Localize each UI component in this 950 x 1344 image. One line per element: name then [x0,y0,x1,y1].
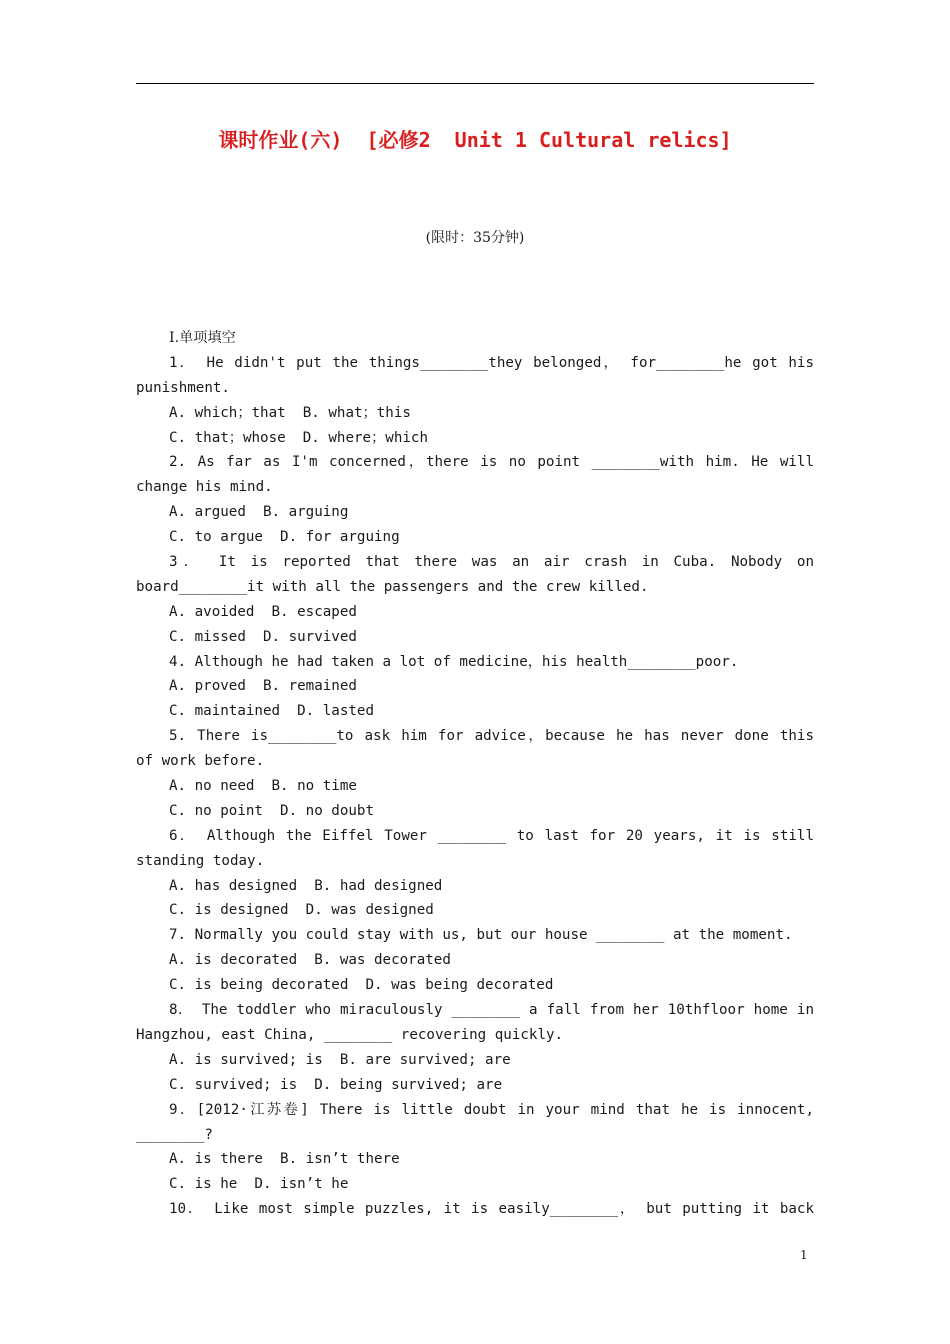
text-line: A. argued B. arguing [169,504,349,521]
text-line: A. is decorated B. was decorated [169,952,451,969]
text-line: board________it with all the passengers and the crew killed. [136,578,649,595]
text-line: 7. Normally you could stay with us, but our house ________ at the moment. [169,927,793,944]
text-line: 2. As far as I'm concerned，there is no point ________with him. He will [169,454,814,471]
time-limit: (限时：35分钟) [425,230,525,246]
text-line: C. is he D. isn’t he [169,1176,349,1193]
text-line: ________? [136,1126,213,1143]
text-line: C. that；whose D. where；which [169,429,428,446]
text-line: standing today. [136,852,265,869]
text-line: C. missed D. survived [169,628,357,645]
text-line: 4. Although he had taken a lot of medicine，his health________poor. [169,653,739,670]
header-rule [136,83,814,84]
page-title: 课时作业(六) [必修2 Unit 1 Cultural relics] [218,128,732,152]
text-line: A. no need B. no time [169,778,357,795]
text-line: 1． He didn't put the things________they belonged， for________he got his [169,354,814,371]
text-line: Hangzhou, east China, ________ recovering quickly. [136,1026,564,1043]
text-line: 10． Like most simple puzzles, it is easily________， but putting it back [169,1201,814,1218]
text-line: C. to argue D. for arguing [169,529,400,546]
text-line: A. is survived; is B. are survived; are [169,1051,511,1068]
text-line: A. is there B. isn’t there [169,1151,400,1168]
text-line: C. is designed D. was designed [169,902,434,919]
text-line: of work before. [136,753,265,770]
text-line: C. no point D. no doubt [169,802,374,819]
exercise-body [136,326,814,1222]
text-line: 8． The toddler who miraculously ________ a fall from her 10thfloor home in [169,1002,814,1019]
text-line: A. avoided B. escaped [169,603,357,620]
text-line: C. maintained D. lasted [169,703,374,720]
question-lines [136,351,814,1222]
text-line: A. which；that B. what；this [169,404,411,421]
text-line: punishment. [136,379,230,396]
text-line: 5. There is________to ask him for advice，because he has never done this [169,728,814,745]
section-title: Ⅰ.单项填空 [169,330,236,346]
text-line: 9．[2012·江苏卷] There is little doubt in your mind that he is innocent, [169,1101,814,1118]
text-line: A. proved B. remained [169,678,357,695]
text-line: A. has designed B. had designed [169,877,443,894]
text-line: C. is being decorated D. was being decorated [169,977,554,994]
page-number: 1 [800,1248,808,1262]
text-line: C. survived; is D. being survived; are [169,1076,503,1093]
text-line: 6． Although the Eiffel Tower ________ to last for 20 years, it is still [169,827,814,844]
text-line: change his mind. [136,479,273,496]
text-line: 3． It is reported that there was an air crash in Cuba. Nobody on [169,554,814,571]
